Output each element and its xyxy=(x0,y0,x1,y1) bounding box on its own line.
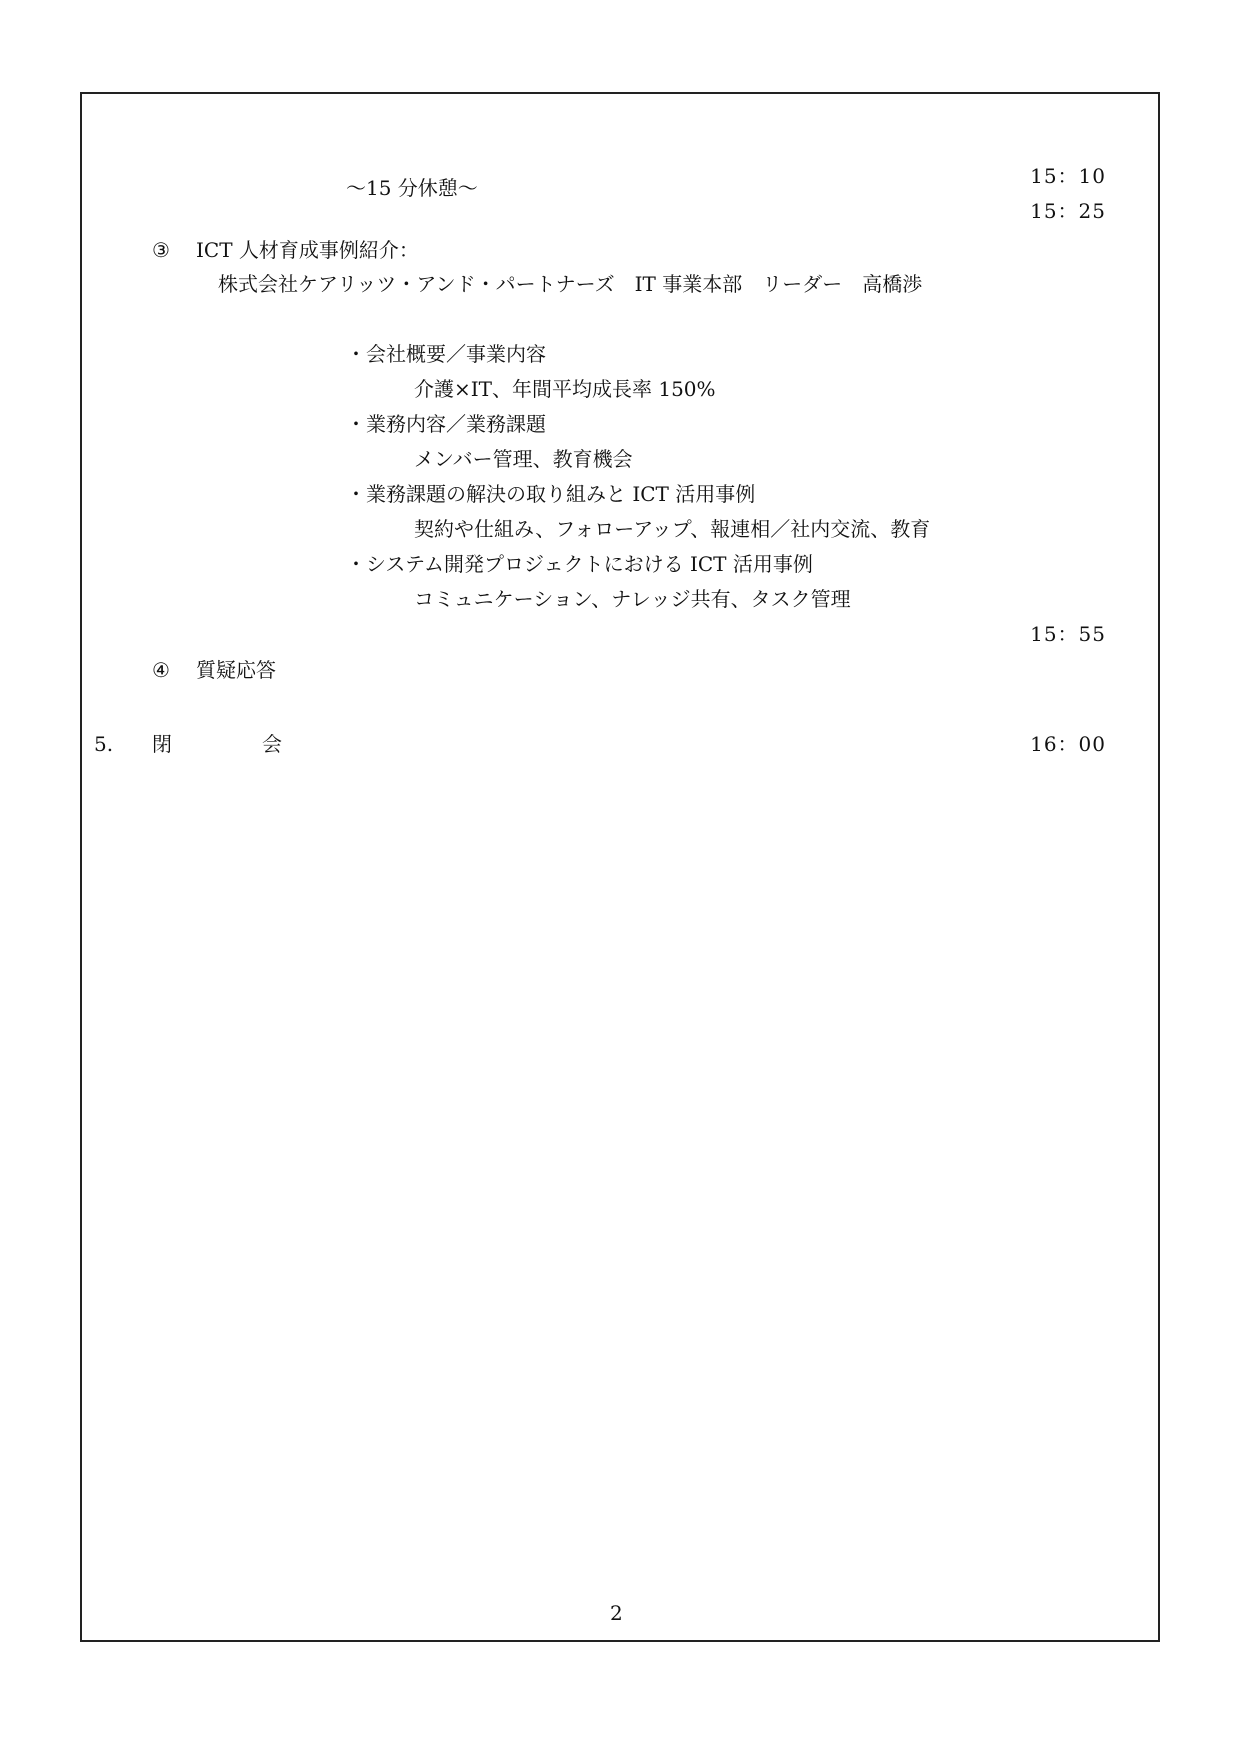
page-frame xyxy=(80,92,1160,1642)
break-start-time: 15：10 xyxy=(1030,164,1106,188)
section5-number: 5. xyxy=(94,732,114,756)
topic-heading: ・業務内容／業務課題 xyxy=(346,412,546,436)
item3-end-time: 15：55 xyxy=(1030,622,1106,646)
topic-detail: 契約や仕組み、フォローアップ、報連相／社内交流、教育 xyxy=(414,517,931,541)
item3-presenter: 株式会社ケアリッツ・アンド・パートナーズ IT 事業本部 リーダー 高橋渉 xyxy=(218,272,923,296)
page-number: 2 xyxy=(610,1601,623,1625)
topic-detail: 介護×IT、年間平均成長率 150% xyxy=(414,377,716,401)
break-label: ～15 分休憩～ xyxy=(346,176,478,200)
topic-detail: コミュニケーション、ナレッジ共有、タスク管理 xyxy=(414,587,851,611)
section5-title-char2: 会 xyxy=(262,732,282,756)
break-end-time: 15：25 xyxy=(1030,199,1106,223)
topic-detail: メンバー管理、教育機会 xyxy=(414,447,633,471)
item3-title: ICT 人材育成事例紹介： xyxy=(196,238,419,262)
item4-number: ④ xyxy=(152,658,170,682)
item3-number: ③ xyxy=(152,238,170,262)
topic-heading: ・業務課題の解決の取り組みと ICT 活用事例 xyxy=(346,482,756,506)
section5-title-char1: 閉 xyxy=(152,732,172,756)
section5-time: 16：00 xyxy=(1030,732,1106,756)
topic-heading: ・システム開発プロジェクトにおける ICT 活用事例 xyxy=(346,552,813,576)
topic-heading: ・会社概要／事業内容 xyxy=(346,342,546,366)
item4-title: 質疑応答 xyxy=(196,658,276,682)
